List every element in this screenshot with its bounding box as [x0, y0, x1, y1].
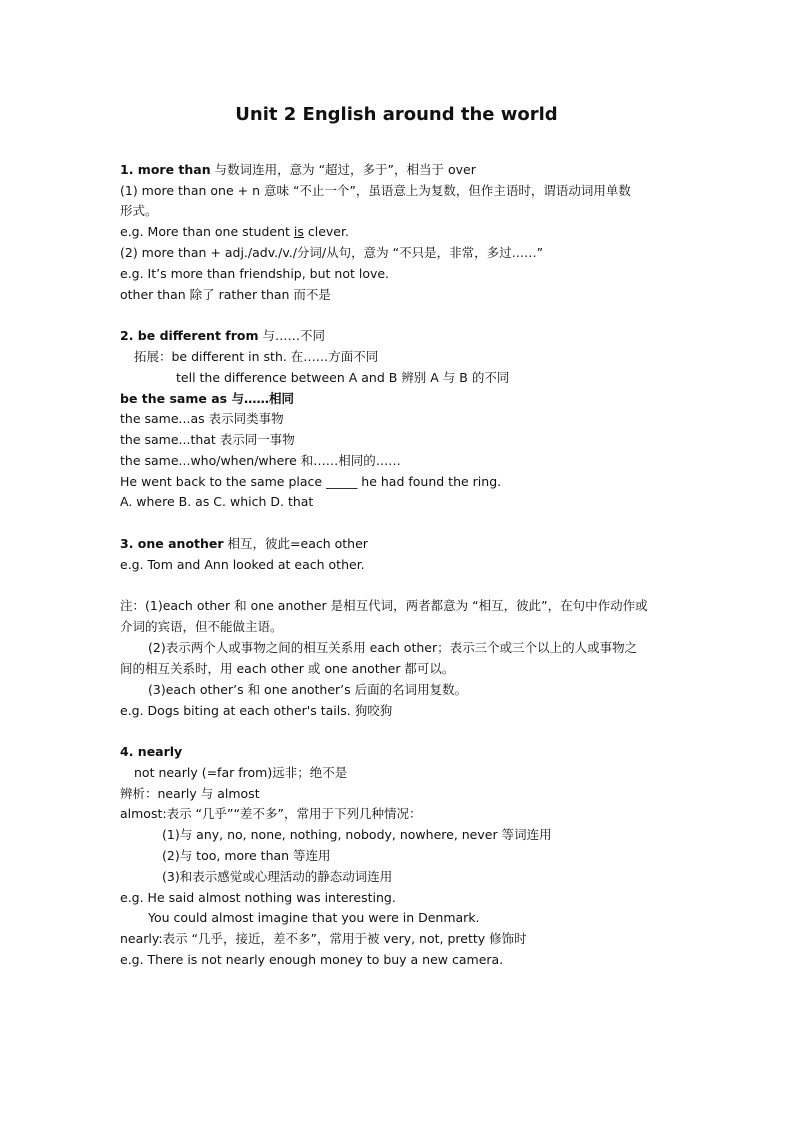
options-line: A. where B. as C. which D. that — [120, 494, 314, 509]
definition: 与……不同 — [258, 328, 325, 343]
section-3-heading — [120, 536, 368, 552]
example-text: e.g. More than one student — [120, 224, 294, 239]
example-line: e.g. Tom and Ann looked at each other. — [120, 557, 365, 572]
text-line: other than 除了 rather than 而不是 — [120, 287, 331, 302]
definition: 与数词连用，意为 “超过，多于”，相当于 over — [210, 162, 476, 177]
page-title: Unit 2 English around the world — [235, 104, 558, 125]
example-line: e.g. He said almost nothing was interesting. — [120, 890, 396, 905]
note-line: (3)each other’s 和 one another’s 后面的名词用复数。 — [148, 682, 468, 697]
section-2-heading — [120, 328, 325, 344]
example-line — [120, 224, 349, 240]
text-line: tell the difference between A and B 辨别 A 与 B 的不同 — [176, 370, 510, 385]
term: 2. be different from — [120, 328, 259, 343]
text-line: (2) more than + adj./adv./v./分词/从句，意为 “不只是，非常，多过……” — [120, 245, 544, 260]
note-line: (2)表示两个人或事物之间的相互关系用 each other；表示三个或三个以上的人或事物之 — [148, 640, 638, 655]
text-line: (1) more than one + n 意味 “不止一个”，虽语意上为复数，但作主语时，谓语动词用单数 — [120, 183, 631, 198]
note-line: 介词的宾语，但不能做主语。 — [120, 619, 283, 634]
text-line: nearly:表示 “几乎，接近，差不多”，常用于被 very, not, pretty 修饰时 — [120, 931, 527, 946]
text-line: the same...who/when/where 和……相同的…… — [120, 453, 401, 468]
term: 3. one another — [120, 536, 224, 551]
example-line: e.g. It’s more than friendship, but not love. — [120, 266, 390, 281]
text-line: (3)和表示感觉或心理活动的静态动词连用 — [162, 869, 393, 884]
text-line: almost:表示 “几乎”“差不多”，常用于下列几种情况： — [120, 806, 422, 821]
text-line: 辨析：nearly 与 almost — [120, 786, 260, 801]
section-4-heading: 4. nearly — [120, 744, 183, 759]
underlined-word: is — [293, 224, 304, 239]
text-line: the same...as 表示同类事物 — [120, 411, 284, 426]
text-line: (1)与 any, no, none, nothing, nobody, nowhere, never 等词连用 — [162, 827, 552, 842]
section-1-heading — [120, 162, 476, 178]
text-line: not nearly (=far from)远非；绝不是 — [134, 765, 348, 780]
definition: 相互，彼此=each other — [223, 536, 368, 551]
note-line: 间的相互关系时，用 each other 或 one another 都可以。 — [120, 661, 455, 676]
subheading: be the same as 与……相同 — [120, 391, 294, 406]
question-line: He went back to the same place _____ he had found the ring. — [120, 474, 502, 489]
note-line: 注：(1)each other 和 one another 是相互代词，两者都意为 “相互，彼此”，在句中作动作或 — [120, 598, 648, 613]
example-text: clever. — [303, 224, 349, 239]
text-line: 形式。 — [120, 203, 158, 218]
text-line: the same...that 表示同一事物 — [120, 432, 295, 447]
example-line: e.g. There is not nearly enough money to buy a new camera. — [120, 952, 504, 967]
example-line: You could almost imagine that you were in Denmark. — [148, 910, 480, 925]
example-line: e.g. Dogs biting at each other's tails. 狗咬狗 — [120, 703, 393, 718]
term: 1. more than — [120, 162, 211, 177]
text-line: (2)与 too, more than 等连用 — [162, 848, 331, 863]
text-line: 拓展：be different in sth. 在……方面不同 — [134, 349, 379, 364]
